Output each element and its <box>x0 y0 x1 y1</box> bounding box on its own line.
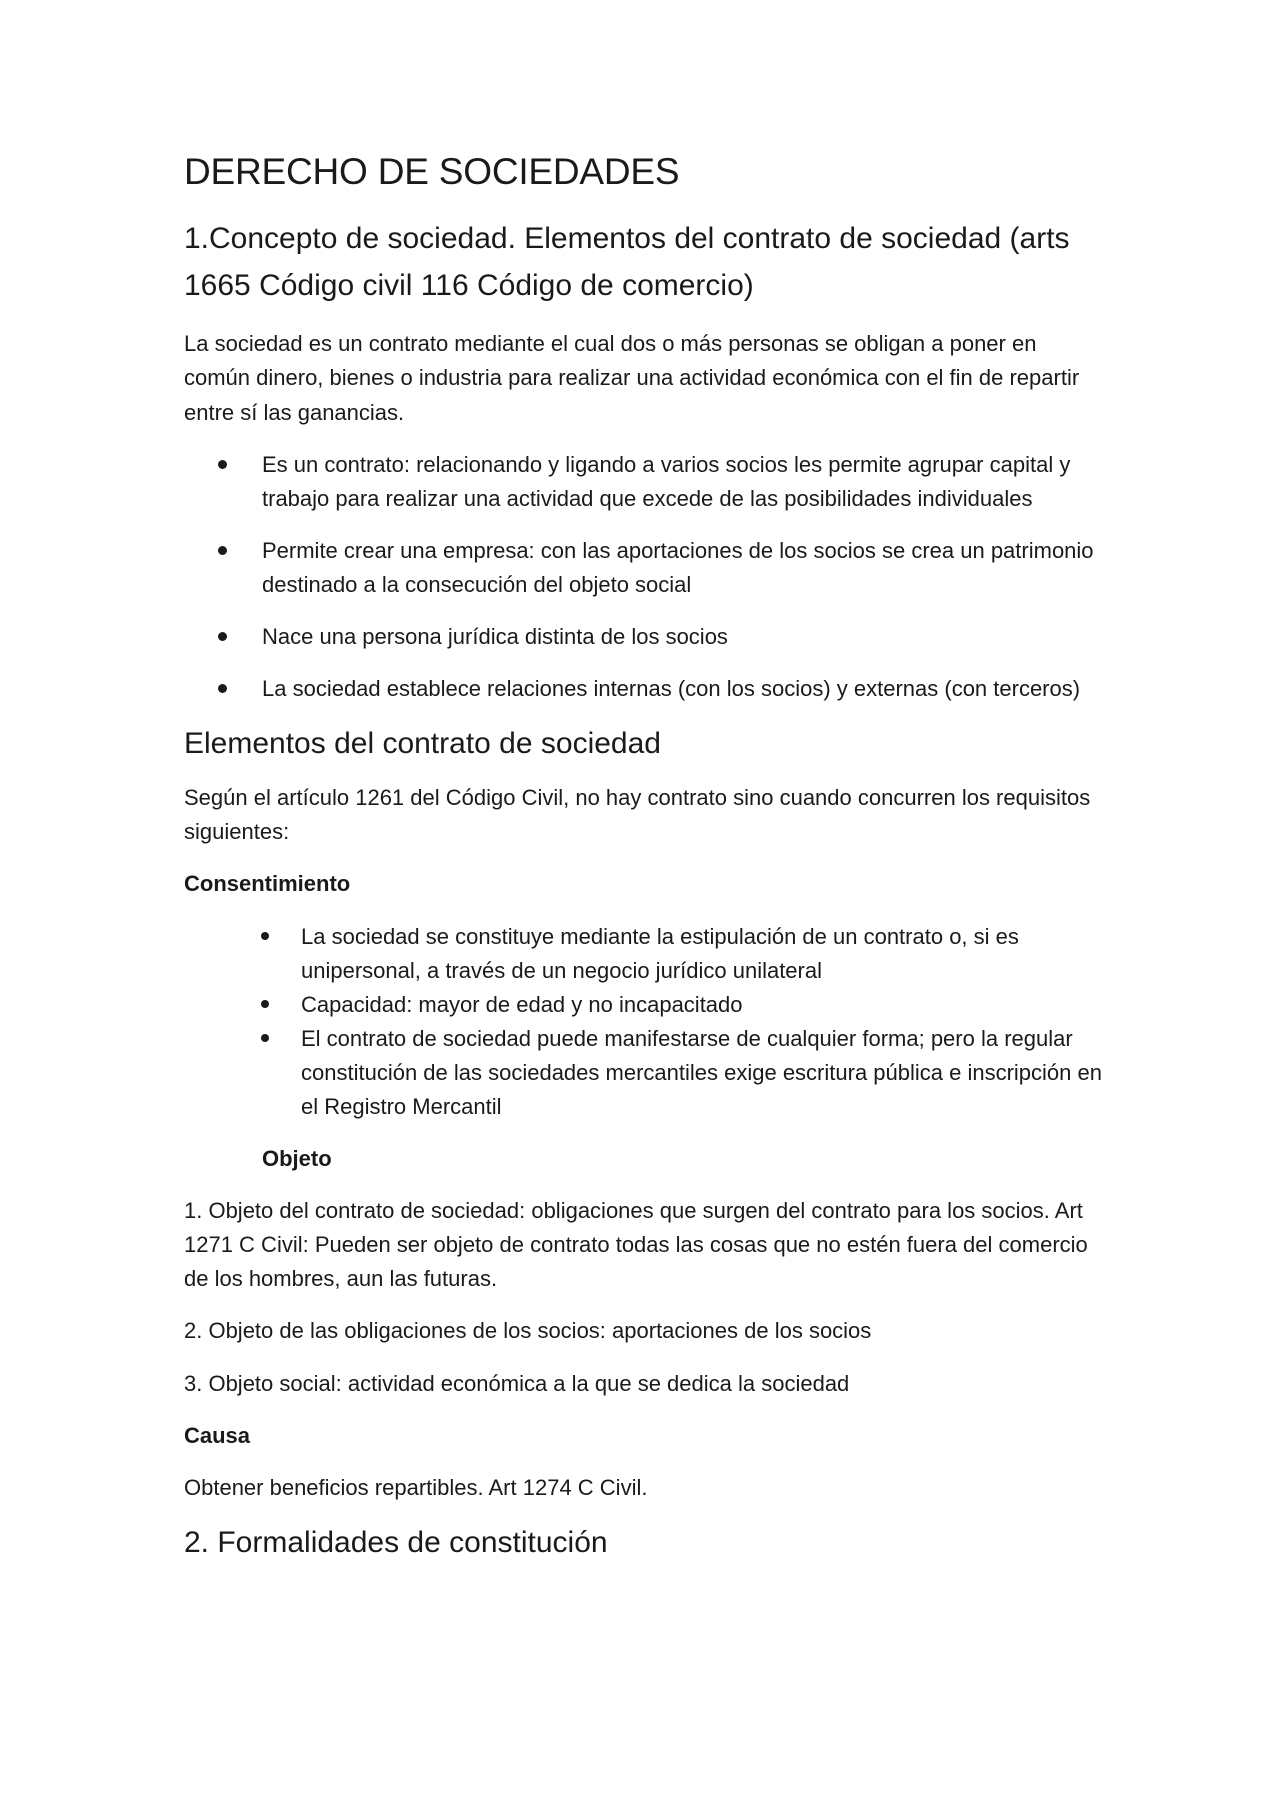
document-content <box>184 150 1104 1580</box>
list-item <box>301 1022 1104 1124</box>
list-item <box>262 448 1104 516</box>
bullet-icon <box>218 632 227 641</box>
bullet-icon <box>261 1034 269 1042</box>
section-2-heading: 2. Formalidades de constitución <box>184 1525 608 1559</box>
bullet-icon <box>261 932 269 940</box>
elementos-heading: Elementos del contrato de sociedad <box>184 727 661 761</box>
list-item <box>262 672 1104 706</box>
list-item-text: Nace una persona jurídica distinta de los socios <box>262 624 728 650</box>
consentimiento-bullet-list <box>301 920 1104 1125</box>
bullet-icon <box>218 684 227 693</box>
causa-label: Causa <box>184 1422 251 1448</box>
list-item <box>262 620 1104 654</box>
causa-text: Obtener beneficios repartibles. Art 1274 C Civil. <box>184 1474 648 1500</box>
list-item-text: La sociedad establece relaciones internas (con los socios) y externas (con terceros) <box>262 676 1081 702</box>
bullet-icon <box>261 1000 269 1008</box>
list-item-text: El contrato de sociedad puede manifestarse de cualquier forma; pero la regular constitución de las sociedades mercantiles exige escritura pública e inscripción en el Registro Mercantil <box>301 1025 1102 1119</box>
consentimiento-label: Consentimiento <box>184 871 351 897</box>
list-item-text: La sociedad se constituye mediante la estipulación de un contrato o, si es unipersonal, a través de un negocio jurídico unilateral <box>301 923 1019 983</box>
list-item <box>262 534 1104 602</box>
list-item-text: Capacidad: mayor de edad y no incapacitado <box>301 991 743 1017</box>
list-item <box>301 988 1104 1022</box>
list-item-text: Permite crear una empresa: con las aportaciones de los socios se crea un patrimonio destinado a la consecución del objeto social <box>262 537 1094 597</box>
section-1-heading: 1.Concepto de sociedad. Elementos del contrato de sociedad (arts 1665 Código civil 116 Código de comercio) <box>184 222 1070 302</box>
document-title: DERECHO DE SOCIEDADES <box>184 151 680 192</box>
bullet-icon <box>218 460 227 469</box>
bullet-icon <box>218 546 227 555</box>
list-item <box>301 920 1104 988</box>
elementos-intro: Según el artículo 1261 del Código Civil, no hay contrato sino cuando concurren los requisitos siguientes: <box>184 785 1091 845</box>
objeto-item-1: 1. Objeto del contrato de sociedad: obligaciones que surgen del contrato para los socios. Art 1271 C Civil: Pueden ser objeto de contrato todas las cosas que no estén fuera del comercio de los hombres, aun las futuras. <box>184 1198 1088 1292</box>
list-item-text: Es un contrato: relacionando y ligando a varios socios les permite agrupar capital y trabajo para realizar una actividad que excede de las posibilidades individuales <box>262 451 1071 511</box>
section-1-bullet-list <box>262 448 1104 707</box>
objeto-label: Objeto <box>262 1146 332 1172</box>
objeto-item-2: 2. Objeto de las obligaciones de los socios: aportaciones de los socios <box>184 1318 872 1344</box>
section-1-intro: La sociedad es un contrato mediante el cual dos o más personas se obligan a poner en común dinero, bienes o industria para realizar una actividad económica con el fin de repartir entre sí las ganancias. <box>184 331 1080 425</box>
objeto-item-3: 3. Objeto social: actividad económica a la que se dedica la sociedad <box>184 1370 850 1396</box>
